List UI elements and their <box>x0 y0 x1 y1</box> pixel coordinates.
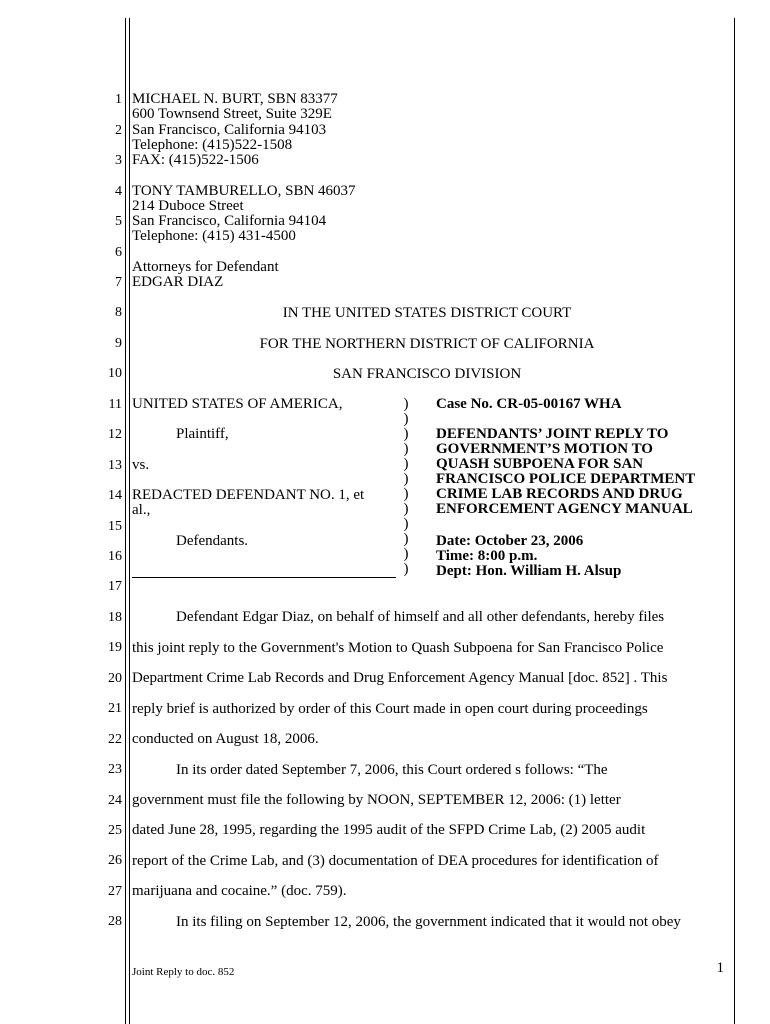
counsel-name: TONY TAMBURELLO, SBN 46037 <box>132 183 356 199</box>
body-line: Department Crime Lab Records and Drug Enforcement Agency Manual [doc. 852] . This <box>132 670 668 686</box>
line-number: 15 <box>108 519 122 534</box>
caption-paren: ) <box>403 531 409 547</box>
line-number: 1 <box>115 92 122 107</box>
body-line: this joint reply to the Government's Motion to Quash Subpoena for San Francisco Police <box>132 640 664 656</box>
caption-paren: ) <box>403 486 409 502</box>
defendant-role: Defendants. <box>176 533 249 549</box>
counsel-name: MICHAEL N. BURT, SBN 83377 <box>132 91 338 107</box>
footer-label: Joint Reply to doc. 852 <box>132 966 235 978</box>
caption-paren: ) <box>403 456 409 472</box>
line-number: 13 <box>108 458 122 473</box>
right-margin-rule <box>734 18 735 1024</box>
line-number: 10 <box>108 366 122 381</box>
line-number: 2 <box>115 123 122 138</box>
line-number: 20 <box>108 671 122 686</box>
line-number: 6 <box>115 245 122 260</box>
line-number: 26 <box>108 853 122 868</box>
counsel-telephone: Telephone: (415) 431-4500 <box>132 228 296 244</box>
defendant-name-cont: al., <box>132 502 151 518</box>
counsel-fax: FAX: (415)522-1506 <box>132 152 259 168</box>
body-line: government must file the following by NOON, SEPTEMBER 12, 2006: (1) letter <box>132 792 621 808</box>
line-number: 28 <box>108 914 122 929</box>
client-name: EDGAR DIAZ <box>132 274 224 290</box>
body-line: report of the Crime Lab, and (3) documentation of DEA procedures for identification of <box>132 853 659 869</box>
body-line: Defendant Edgar Diaz, on behalf of himself and all other defendants, hereby files <box>176 609 665 625</box>
left-margin-rule-inner <box>129 18 130 1024</box>
court-name: IN THE UNITED STATES DISTRICT COURT <box>282 305 572 321</box>
document-title: GOVERNMENT’S MOTION TO <box>436 441 653 457</box>
document-title: CRIME LAB RECORDS AND DRUG <box>436 486 683 502</box>
line-number: 4 <box>115 184 122 199</box>
line-number: 16 <box>108 549 122 564</box>
document-title: DEFENDANTS’ JOINT REPLY TO <box>436 426 669 442</box>
document-title: FRANCISCO POLICE DEPARTMENT <box>436 471 696 487</box>
line-number: 21 <box>108 701 122 716</box>
line-number: 24 <box>108 793 122 808</box>
hearing-time: Time: 8:00 p.m. <box>436 548 538 564</box>
counsel-city: San Francisco, California 94103 <box>132 122 327 138</box>
left-margin-rule <box>125 18 126 1024</box>
line-number: 22 <box>108 732 122 747</box>
line-number: 5 <box>115 214 122 229</box>
case-number: Case No. CR-05-00167 WHA <box>436 396 622 412</box>
caption-paren: ) <box>403 441 409 457</box>
caption-underline <box>132 577 396 578</box>
caption-paren: ) <box>403 426 409 442</box>
counsel-address: 600 Townsend Street, Suite 329E <box>132 106 332 122</box>
caption-paren: ) <box>403 501 409 517</box>
versus: vs. <box>132 457 150 473</box>
line-number: 14 <box>108 488 122 503</box>
caption-paren: ) <box>403 516 409 532</box>
body-line: In its filing on September 12, 2006, the government indicated that it would not obey <box>176 914 681 930</box>
document-title: ENFORCEMENT AGENCY MANUAL <box>436 501 693 517</box>
caption-paren: ) <box>403 396 409 412</box>
caption-paren: ) <box>403 546 409 562</box>
line-number: 17 <box>108 579 122 594</box>
defendant-name: REDACTED DEFENDANT NO. 1, et <box>132 487 365 503</box>
body-line: dated June 28, 1995, regarding the 1995 audit of the SFPD Crime Lab, (2) 2005 audit <box>132 822 646 838</box>
line-number: 23 <box>108 762 122 777</box>
hearing-date: Date: October 23, 2006 <box>436 533 584 549</box>
caption-paren: ) <box>403 471 409 487</box>
line-number: 9 <box>115 336 122 351</box>
line-number: 12 <box>108 427 122 442</box>
line-number: 8 <box>115 305 122 320</box>
body-line: conducted on August 18, 2006. <box>132 731 319 747</box>
body-line: marijuana and cocaine.” (doc. 759). <box>132 883 347 899</box>
line-number: 7 <box>115 275 122 290</box>
plaintiff-role: Plaintiff, <box>176 426 229 442</box>
line-number: 27 <box>108 884 122 899</box>
court-division: SAN FRANCISCO DIVISION <box>332 366 522 382</box>
caption-paren: ) <box>403 561 409 577</box>
court-district: FOR THE NORTHERN DISTRICT OF CALIFORNIA <box>259 336 595 352</box>
caption-paren: ) <box>403 411 409 427</box>
counsel-address: 214 Duboce Street <box>132 198 244 214</box>
line-number: 19 <box>108 640 122 655</box>
line-number: 25 <box>108 823 122 838</box>
line-number: 18 <box>108 610 122 625</box>
page-number: 1 <box>716 960 724 976</box>
counsel-city: San Francisco, California 94104 <box>132 213 327 229</box>
body-line: In its order dated September 7, 2006, this Court ordered s follows: “The <box>176 762 608 778</box>
hearing-dept: Dept: Hon. William H. Alsup <box>436 563 622 579</box>
attorneys-for-label: Attorneys for Defendant <box>132 259 279 275</box>
plaintiff-name: UNITED STATES OF AMERICA, <box>132 396 343 412</box>
counsel-telephone: Telephone: (415)522-1508 <box>132 137 293 153</box>
body-line: reply brief is authorized by order of this Court made in open court during proceedings <box>132 701 648 717</box>
line-number: 11 <box>108 397 122 412</box>
document-title: QUASH SUBPOENA FOR SAN <box>436 456 644 472</box>
line-number: 3 <box>115 153 122 168</box>
